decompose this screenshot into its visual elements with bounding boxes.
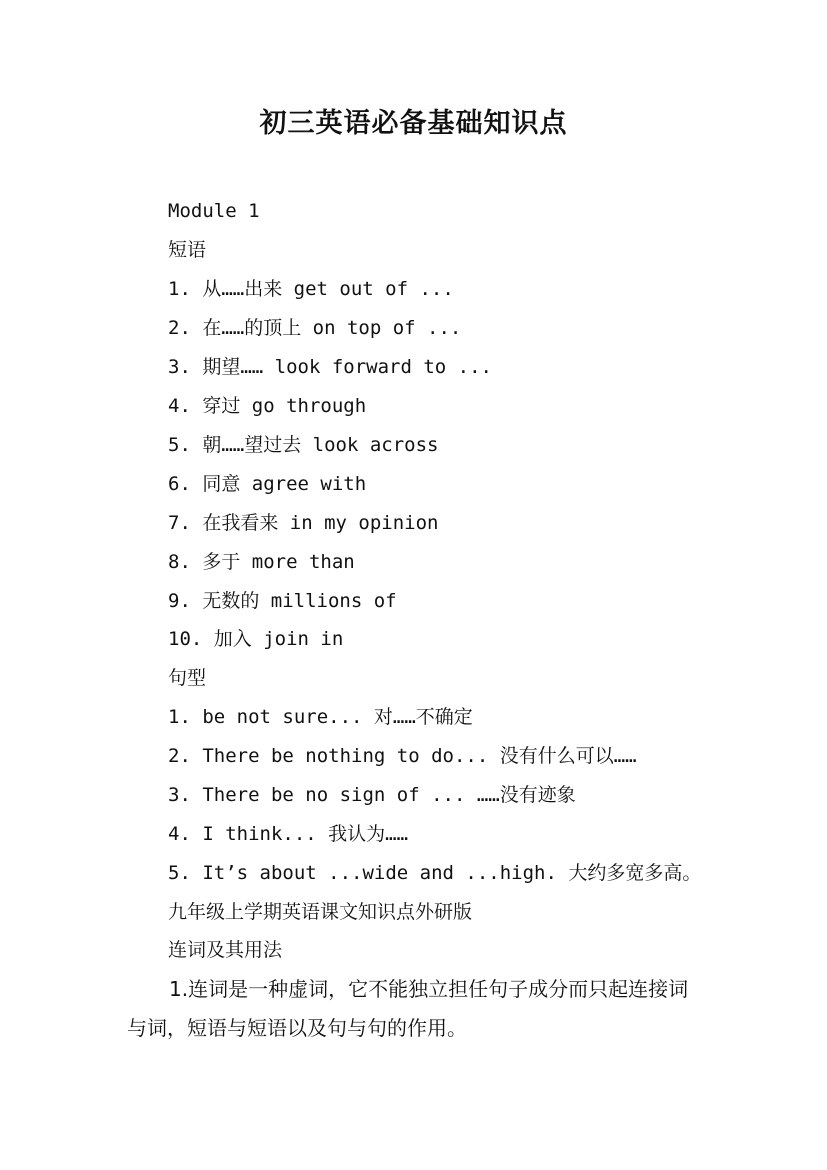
sentence-item: 2. There be nothing to do... 没有什么可以…… (168, 745, 637, 767)
section-title: 九年级上学期英语课文知识点外研版 (168, 901, 473, 923)
phrase-item: 3. 期望…… look forward to ... (168, 356, 492, 378)
phrase-item: 7. 在我看来 in my opinion (168, 512, 439, 534)
phrase-item: 10. 加入 join in (168, 628, 344, 650)
sentence-item: 4. I think... 我认为…… (168, 823, 409, 845)
phrase-item: 4. 穿过 go through (168, 395, 367, 417)
phrases-heading: 短语 (168, 239, 207, 261)
conjunction-heading: 连词及其用法 (168, 939, 283, 961)
phrase-item: 1. 从……出来 get out of ... (168, 278, 454, 300)
phrase-item: 2. 在……的顶上 on top of ... (168, 317, 462, 339)
sentences-heading: 句型 (168, 667, 207, 689)
sentence-item: 1. be not sure... 对……不确定 (168, 706, 473, 728)
phrase-item: 8. 多于 more than (168, 551, 355, 573)
conjunction-paragraph: 1.连词是一种虚词，它不能独立担任句子成分而只起连接词与词，短语与短语以及句与句的作用。 (127, 977, 689, 1040)
document-title: 初三英语必备基础知识点 (259, 108, 568, 139)
phrase-item: 5. 朝……望过去 look across (168, 434, 439, 456)
sentence-item: 5. It’s about ...wide and ...high. 大约多宽多高。 (168, 862, 702, 884)
module-label: Module 1 (168, 200, 260, 222)
phrase-item: 9. 无数的 millions of (168, 590, 397, 612)
phrase-item: 6. 同意 agree with (168, 473, 367, 495)
sentence-item: 3. There be no sign of ... ……没有迹象 (168, 784, 576, 806)
